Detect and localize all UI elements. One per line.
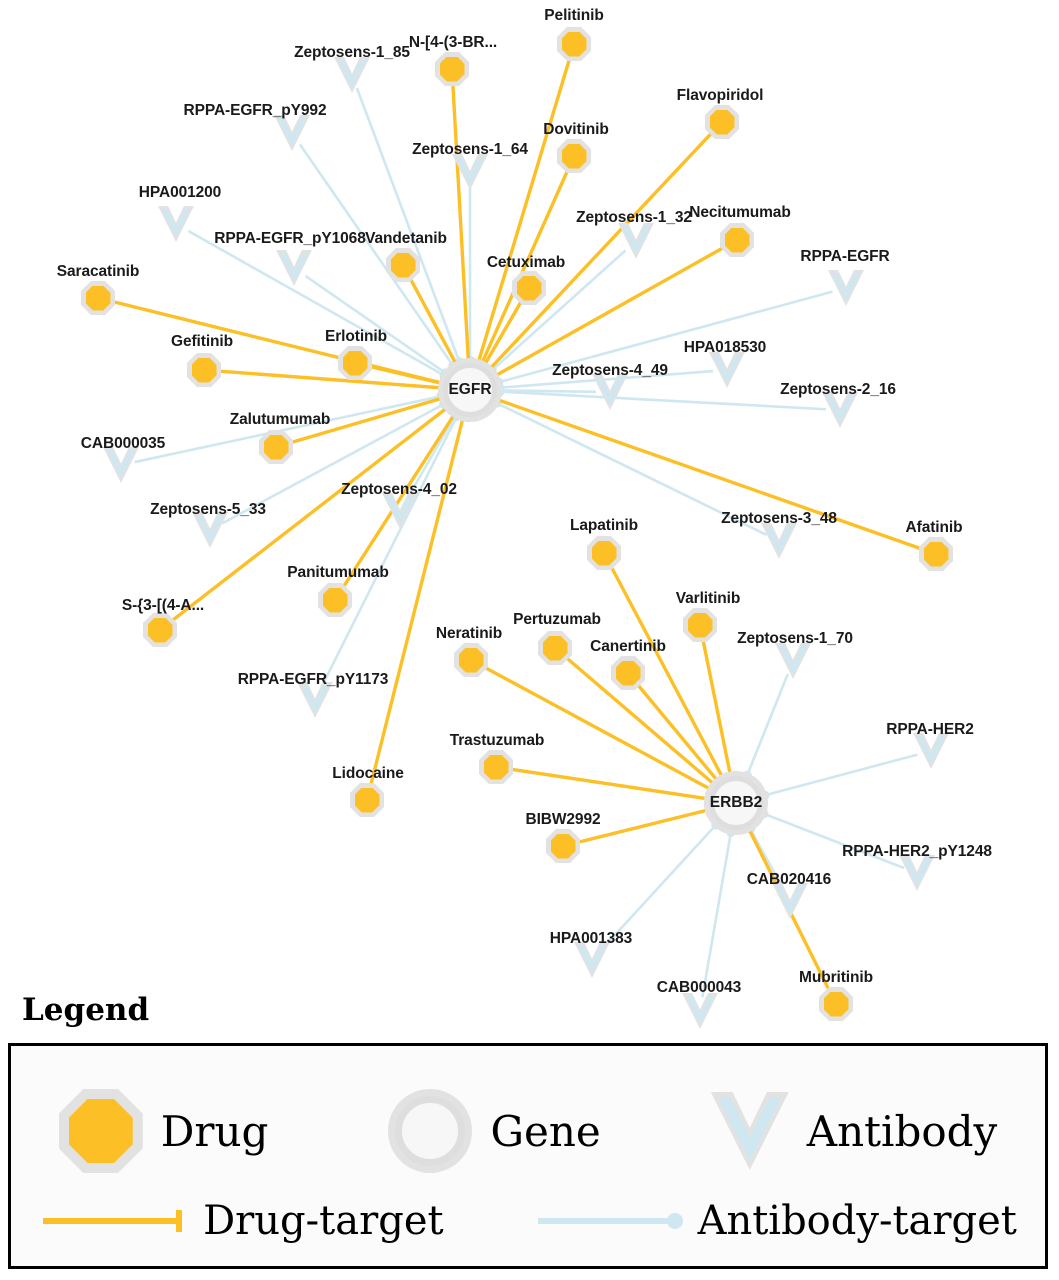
octagon-icon bbox=[350, 783, 384, 817]
drug-node-label: Erlotinib bbox=[325, 328, 387, 345]
legend-item-gene bbox=[388, 1089, 600, 1173]
antibody-node[interactable] bbox=[828, 270, 864, 306]
drug-node[interactable] bbox=[454, 643, 488, 677]
drug-node[interactable] bbox=[81, 281, 115, 315]
octagon-icon bbox=[546, 829, 580, 863]
chevron-icon bbox=[709, 352, 745, 388]
antibody-node-label: RPPA-EGFR_pY1173 bbox=[237, 671, 389, 688]
antibody-node-label: Zeptosens-3_48 bbox=[721, 510, 837, 527]
octagon-icon bbox=[187, 353, 221, 387]
drug-node-label: Varlitinib bbox=[675, 590, 741, 607]
chevron-icon bbox=[775, 643, 811, 679]
gene-node[interactable] bbox=[438, 358, 502, 422]
drug-node[interactable] bbox=[318, 583, 352, 617]
octagon-icon bbox=[512, 271, 546, 305]
gene-node[interactable] bbox=[704, 771, 768, 835]
drug-node-label: Saracatinib bbox=[56, 263, 140, 280]
drug-node-label: BIBW2992 bbox=[525, 811, 601, 828]
drug-target-edge-icon bbox=[39, 1206, 199, 1236]
antibody-node-label: Zeptosens-2_16 bbox=[780, 381, 896, 398]
octagon-icon bbox=[720, 223, 754, 257]
drug-node-label: Dovitinib bbox=[543, 121, 609, 138]
drug-node[interactable] bbox=[338, 346, 372, 380]
drug-node[interactable] bbox=[720, 223, 754, 257]
octagon-icon bbox=[435, 52, 469, 86]
drug-node[interactable] bbox=[350, 783, 384, 817]
gene-node-label: EGFR bbox=[448, 381, 492, 398]
antibody-node-label: Zeptosens-1_85 bbox=[294, 44, 410, 61]
circle-ring-icon-core bbox=[395, 1096, 465, 1166]
legend-edge-types bbox=[11, 1186, 1045, 1256]
legend-label-drug: Drug bbox=[160, 1106, 269, 1156]
chevron-icon bbox=[158, 206, 194, 242]
antibody-node[interactable] bbox=[775, 643, 811, 679]
antibody-node[interactable] bbox=[452, 154, 488, 190]
octagon-icon bbox=[919, 537, 953, 571]
octagon-icon-core bbox=[69, 1099, 133, 1163]
drug-node[interactable] bbox=[705, 105, 739, 139]
legend-item-antibody bbox=[711, 1092, 997, 1170]
drug-node[interactable] bbox=[259, 430, 293, 464]
drug-node-label: Zalutumumab bbox=[229, 411, 331, 428]
drug-node[interactable] bbox=[512, 271, 546, 305]
chevron-icon bbox=[452, 154, 488, 190]
drug-node-label: Pertuzumab bbox=[513, 611, 601, 628]
drug-node[interactable] bbox=[919, 537, 953, 571]
drug-node-label: Afatinib bbox=[905, 519, 963, 536]
drug-node-label: Neratinib bbox=[435, 625, 503, 642]
antibody-node[interactable] bbox=[618, 223, 654, 259]
antibody-node-label: Zeptosens-4_02 bbox=[341, 481, 457, 498]
drug-node[interactable] bbox=[143, 613, 177, 647]
drug-node[interactable] bbox=[587, 536, 621, 570]
antibody-target-edge bbox=[765, 755, 917, 796]
octagon-icon bbox=[143, 613, 177, 647]
antibody-node-label: HPA001383 bbox=[549, 930, 633, 947]
octagon-icon bbox=[557, 139, 591, 173]
antibody-node-label: Zeptosens-1_32 bbox=[576, 209, 692, 226]
octagon-icon bbox=[386, 248, 420, 282]
chevron-icon bbox=[618, 223, 654, 259]
legend-item-drug-target bbox=[39, 1198, 443, 1244]
antibody-node[interactable] bbox=[334, 57, 370, 93]
antibody-node-label: Zeptosens-4_49 bbox=[552, 362, 668, 379]
antibody-node-label: CAB020416 bbox=[746, 871, 832, 888]
octagon-icon bbox=[819, 987, 853, 1021]
antibody-node-label: RPPA-EGFR bbox=[800, 248, 890, 265]
antibody-node-label: HPA001200 bbox=[138, 184, 222, 201]
drug-node[interactable] bbox=[435, 52, 469, 86]
chevron-icon bbox=[334, 57, 370, 93]
legend-label-gene: Gene bbox=[490, 1106, 601, 1156]
legend-item-drug bbox=[59, 1089, 269, 1173]
drug-target-edge bbox=[510, 769, 706, 798]
antibody-node-label: Zeptosens-1_64 bbox=[412, 141, 528, 158]
octagon-icon bbox=[59, 1089, 143, 1173]
drug-node-label: Trastuzumab bbox=[449, 732, 545, 749]
antibody-target-edge bbox=[747, 674, 788, 775]
antibody-target-edge-icon bbox=[534, 1206, 694, 1236]
legend-title: Legend bbox=[22, 992, 150, 1028]
antibody-node-label: HPA018530 bbox=[683, 339, 767, 356]
octagon-icon bbox=[454, 643, 488, 677]
octagon-icon bbox=[683, 608, 717, 642]
chevron-icon bbox=[711, 1092, 789, 1170]
drug-node[interactable] bbox=[557, 27, 591, 61]
octagon-icon bbox=[705, 105, 739, 139]
antibody-node-label: CAB000043 bbox=[656, 979, 742, 996]
circle-ring-icon bbox=[388, 1089, 472, 1173]
antibody-node-label: CAB000035 bbox=[80, 435, 166, 452]
antibody-target-edge bbox=[702, 833, 730, 998]
octagon-icon bbox=[81, 281, 115, 315]
drug-node-label: Mubritinib bbox=[799, 969, 873, 986]
antibody-node-label: Zeptosens-5_33 bbox=[150, 501, 266, 518]
drug-node-label: N-[4-(3-BR... bbox=[408, 34, 498, 51]
legend-item-antibody-target bbox=[534, 1198, 1017, 1244]
antibody-node-label: RPPA-EGFR_pY1068 bbox=[214, 230, 366, 247]
drug-node-label: Flavopiridol bbox=[676, 87, 764, 104]
octagon-icon bbox=[587, 536, 621, 570]
antibody-node[interactable] bbox=[709, 352, 745, 388]
antibody-node-label: Zeptosens-1_70 bbox=[737, 630, 853, 647]
antibody-target-edge bbox=[500, 392, 826, 410]
antibody-node[interactable] bbox=[761, 523, 797, 559]
gene-node-label: ERBB2 bbox=[709, 794, 763, 811]
drug-node[interactable] bbox=[187, 353, 221, 387]
chevron-icon bbox=[761, 523, 797, 559]
antibody-node-label: RPPA-EGFR_pY992 bbox=[183, 102, 327, 119]
drug-node-label: Lidocaine bbox=[332, 765, 404, 782]
drug-node[interactable] bbox=[546, 829, 580, 863]
legend-label-antibody: Antibody bbox=[806, 1106, 998, 1156]
drug-node-label: Lapatinib bbox=[570, 517, 638, 534]
chevron-icon bbox=[828, 270, 864, 306]
drug-node[interactable] bbox=[479, 750, 513, 784]
drug-node[interactable] bbox=[557, 139, 591, 173]
drug-target-edge bbox=[479, 57, 570, 361]
drug-node-label: Panitumumab bbox=[287, 564, 389, 581]
drug-node[interactable] bbox=[819, 987, 853, 1021]
drug-node-label: Gefitinib bbox=[171, 333, 233, 350]
drug-node[interactable] bbox=[386, 248, 420, 282]
drug-target-edge bbox=[703, 639, 730, 774]
octagon-icon bbox=[557, 27, 591, 61]
antibody-target-edge bbox=[321, 417, 456, 688]
legend-label-antibody-target: Antibody-target bbox=[697, 1198, 1017, 1244]
chevron-icon bbox=[682, 993, 718, 1029]
drug-node[interactable] bbox=[538, 631, 572, 665]
antibody-node[interactable] bbox=[276, 250, 312, 286]
octagon-icon bbox=[318, 583, 352, 617]
legend-node-types bbox=[11, 1086, 1045, 1176]
drug-target-edge bbox=[453, 83, 469, 360]
octagon-icon bbox=[538, 631, 572, 665]
octagon-icon bbox=[479, 750, 513, 784]
drug-node-label: Pelitinib bbox=[544, 7, 604, 24]
antibody-node-label: RPPA-HER2_pY1248 bbox=[842, 843, 992, 860]
drug-node-label: Necitumumab bbox=[689, 204, 791, 221]
octagon-icon bbox=[611, 656, 645, 690]
octagon-icon bbox=[259, 430, 293, 464]
antibody-node[interactable] bbox=[158, 206, 194, 242]
antibody-node[interactable] bbox=[274, 115, 310, 151]
octagon-icon bbox=[338, 346, 372, 380]
antibody-node-label: RPPA-HER2 bbox=[886, 721, 974, 738]
drug-node-label: Cetuximab bbox=[486, 254, 566, 271]
legend-label-drug-target: Drug-target bbox=[203, 1198, 444, 1244]
chevron-icon bbox=[276, 250, 312, 286]
drug-node-label: Canertinib bbox=[590, 638, 666, 655]
chevron-icon bbox=[274, 115, 310, 151]
drug-node-label: S-{3-[(4-A... bbox=[121, 597, 205, 614]
drug-target-edge bbox=[498, 400, 922, 549]
drug-node[interactable] bbox=[683, 608, 717, 642]
drug-node[interactable] bbox=[611, 656, 645, 690]
drug-target-edge bbox=[637, 684, 717, 780]
legend-box bbox=[8, 1043, 1048, 1269]
antibody-node[interactable] bbox=[682, 993, 718, 1029]
drug-node-label: Vandetanib bbox=[365, 230, 447, 247]
